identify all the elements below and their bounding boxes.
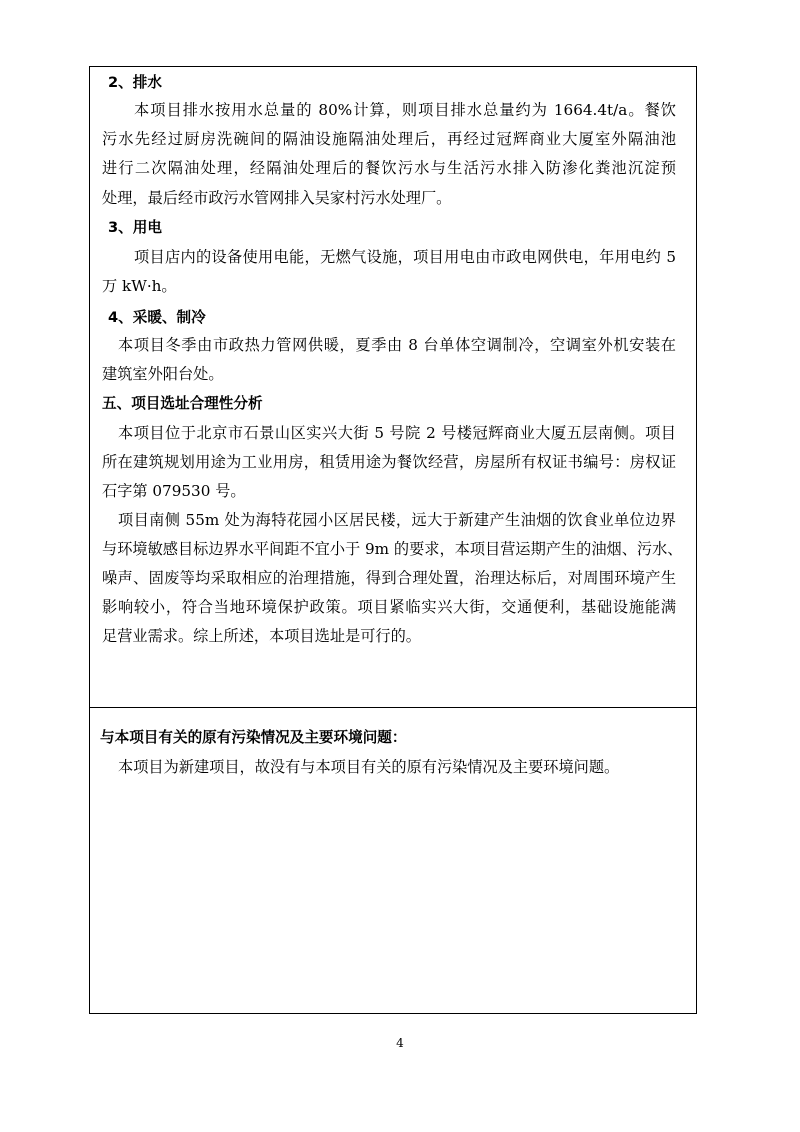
- drainage-line-3: 进行二次隔油处理，经隔油处理后的餐饮污水与生活污水排入防渗化粪池沉淀预: [102, 159, 676, 177]
- site-p2-line-2: 与环境敏感目标边界水平间距不宜小于 9m 的要求，本项目营运期产生的油烟、污水、: [102, 540, 683, 558]
- drainage-heading: 2、排水: [108, 74, 162, 91]
- pollution-heading: 与本项目有关的原有污染情况及主要环境问题：: [100, 729, 407, 746]
- site-p2-line-3: 噪声、固废等均采取相应的治理措施，得到合理处置，治理达标后，对周围环境产生: [102, 569, 676, 587]
- drainage-line-1: 本项目排水按用水总量的 80%计算，则项目排水总量约为 1664.4t/a。餐饮: [134, 101, 676, 119]
- drainage-line-2: 污水先经过厨房洗碗间的隔油设施隔油处理后，再经过冠辉商业大厦室外隔油池: [102, 130, 676, 148]
- hvac-line-2: 建筑室外阳台处。: [102, 365, 224, 383]
- power-line-2: 万 kW·h。: [102, 277, 177, 295]
- site-p1-line-1: 本项目位于北京市石景山区实兴大街 5 号院 2 号楼冠辉商业大厦五层南侧。项目: [118, 424, 676, 442]
- power-heading: 3、用电: [108, 219, 162, 236]
- site-heading: 五、项目选址合理性分析: [102, 395, 263, 412]
- site-p2-line-5: 足营业需求。综上所述，本项目选址是可行的。: [102, 627, 421, 645]
- page-number: 4: [396, 1036, 404, 1050]
- site-p1-line-2: 所在建筑规划用途为工业用房，租赁用途为餐饮经营，房屋所有权证书编号：房权证: [102, 453, 676, 471]
- pollution-text: 本项目为新建项目，故没有与本项目有关的原有污染情况及主要环境问题。: [118, 758, 620, 776]
- section-divider: [90, 707, 696, 708]
- site-p2-line-1: 项目南侧 55m 处为海特花园小区居民楼，远大于新建产生油烟的饮食业单位边界: [118, 511, 676, 529]
- project-info-section: [90, 67, 696, 707]
- power-line-1: 项目店内的设备使用电能，无燃气设施，项目用电由市政电网供电，年用电约 5: [134, 248, 676, 266]
- hvac-heading: 4、采暖、制冷: [108, 309, 206, 326]
- site-p2-line-4: 影响较小，符合当地环境保护政策。项目紧临实兴大街，交通便利，基础设施能满: [102, 598, 676, 616]
- drainage-line-4: 处理，最后经市政污水管网排入吴家村污水处理厂。: [102, 189, 452, 207]
- hvac-line-1: 本项目冬季由市政热力管网供暖，夏季由 8 台单体空调制冷，空调室外机安装在: [118, 336, 676, 354]
- site-p1-line-3: 石字第 079530 号。: [102, 482, 246, 500]
- form-table: [89, 66, 697, 1014]
